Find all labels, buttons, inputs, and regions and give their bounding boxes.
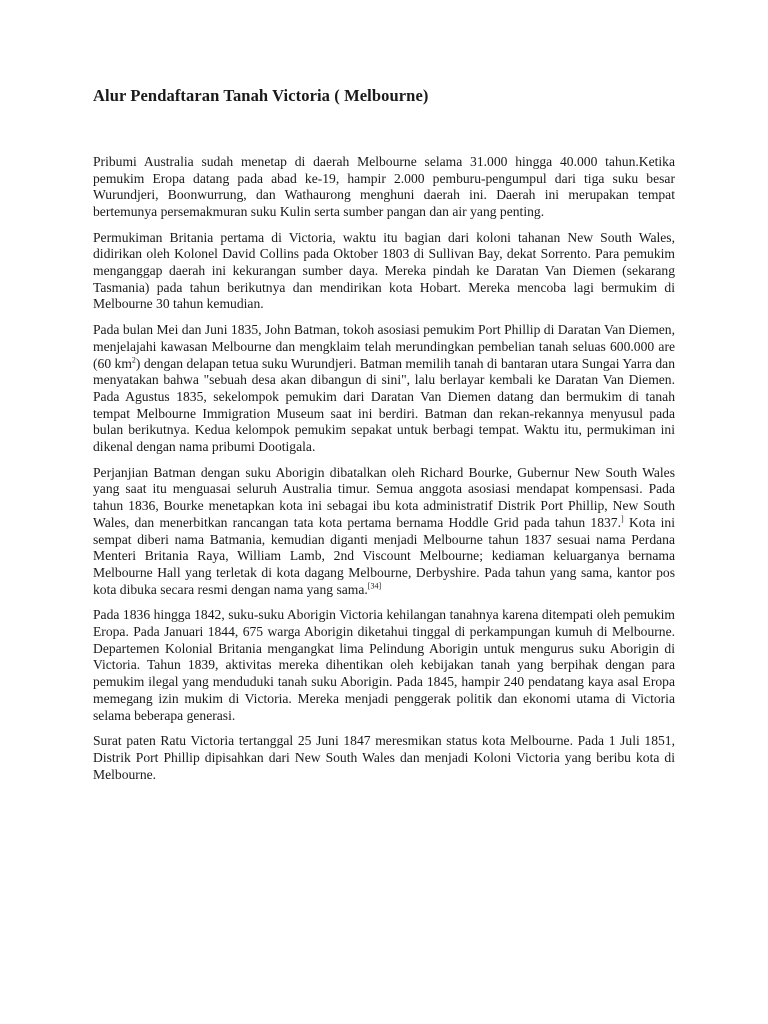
paragraph-5: Pada 1836 hingga 1842, suku-suku Aborigin Victoria kehilangan tanahnya karena ditempati oleh pemukim Eropa. Pada Januari 1844, 675 warga Aborigin diketahui tinggal di perkampungan kumuh di Melbourne. Departemen Kolonial Britania mengangkat lima Pelindung Aborigin untuk mengurus suku Aborigin di Victoria. Tahun 1839, aktivitas mereka dihentikan oleh kebijakan tanah yang berpihak dengan para pemukim ilegal yang menduduki tanah suku Aborigin. Pada 1845, hampir 240 pendatang kaya asal Eropa memegang izin mukim di Victoria. Mereka menjadi penggerak politik dan ekonomi utama di Victoria selama beberapa generasi. xyxy=(93,607,675,723)
paragraph-2: Permukiman Britania pertama di Victoria, waktu itu bagian dari koloni tahanan New South Wales, didirikan oleh Kolonel David Collins pada Oktober 1803 di Sullivan Bay, dekat Sorrento. Para pemukim menganggap daerah ini kekurangan sumber daya. Mereka pindah ke Daratan Van Diemen (sekarang Tasmania) pada tahun berikutnya dan mendirikan kota Hobart. Mereka mencoba lagi bermukim di Melbourne 30 tahun kemudian. xyxy=(93,229,675,312)
paragraph-3 xyxy=(93,322,675,456)
paragraph-6: Surat paten Ratu Victoria tertanggal 25 Juni 1847 meresmikan status kota Melbourne. Pada 1 Juli 1851, Distrik Port Phillip dipisahkan dari New South Wales dan menjadi Koloni Victoria yang beribu kota di Melbourne. xyxy=(93,733,675,782)
document-title: Alur Pendaftaran Tanah Victoria ( Melbourne) xyxy=(93,86,429,105)
paragraph-4-part-a: Perjanjian Batman dengan suku Aborigin dibatalkan oleh Richard Bourke, Gubernur New South Wales yang saat itu menguasai seluruh Australia timur. Semua anggota asosiasi mendapat kompensasi. Pada tahun 1836, Bourke menetapkan kota ini sebagai ibu kota administratif Distrik Port Phillip, New South Wales, dan menerbitkan rancangan tata kota pertama bernama Hoddle Grid pada tahun 1837. xyxy=(93,464,675,530)
paragraph-4 xyxy=(93,465,675,599)
footnote-marker[interactable]: ] xyxy=(621,514,624,524)
document-page xyxy=(93,86,675,792)
paragraph-3-part-b: ) dengan delapan tetua suku Wurundjeri. Batman memilih tanah di bantaran utara Sungai Yarra dan menyatakan bahwa "sebuah desa akan dibangun di sini", lalu berlayar kembali ke Daratan Van Diemen. Pada Agustus 1835, sekelompok pemukim dari Daratan Van Diemen datang dan bermukim di tanah tempat Melbourne Immigration Museum saat ini berdiri. Batman dan rekan-rekannya menyusul pada bulan berikutnya. Kedua kelompok pemukim sepakat untuk berbagi tempat. Waktu itu, permukiman ini dikenal dengan nama pribumi Dootigala. xyxy=(93,355,675,455)
superscript-km2: 2 xyxy=(131,355,136,364)
paragraph-1: Pribumi Australia sudah menetap di daerah Melbourne selama 31.000 hingga 40.000 tahun.Ketika pemukim Eropa datang pada abad ke-19, hampir 2.000 pemburu-pengumpul dari tiga suku besar Wurundjeri, Boonwurrung, dan Wathaurong menghuni daerah ini. Daerah ini merupakan tempat bertemunya persemakmuran suku Kulin serta sumber pangan dan air yang penting. xyxy=(93,153,675,219)
paragraph-4-part-b: Kota ini sempat diberi nama Batmania, kemudian diganti menjadi Melbourne tahun 1837 sesuai nama Perdana Menteri Britania Raya, William Lamb, 2nd Viscount Melbourne; kediaman keluarganya bernama Melbourne Hall yang terletak di kota dagang Melbourne, Derbyshire. Pada tahun yang sama, kantor pos kota dibuka secara resmi dengan nama yang sama. xyxy=(93,514,676,597)
footnote-34[interactable]: [34] xyxy=(367,581,382,591)
paragraph-3-part-a: Pada bulan Mei dan Juni 1835, John Batman, tokoh asosiasi pemukim Port Phillip di Daratan Van Diemen, menjelajahi kawasan Melbourne dan mengklaim telah merundingkan pembelian tanah seluas 600.000 are (60 km xyxy=(93,322,675,371)
